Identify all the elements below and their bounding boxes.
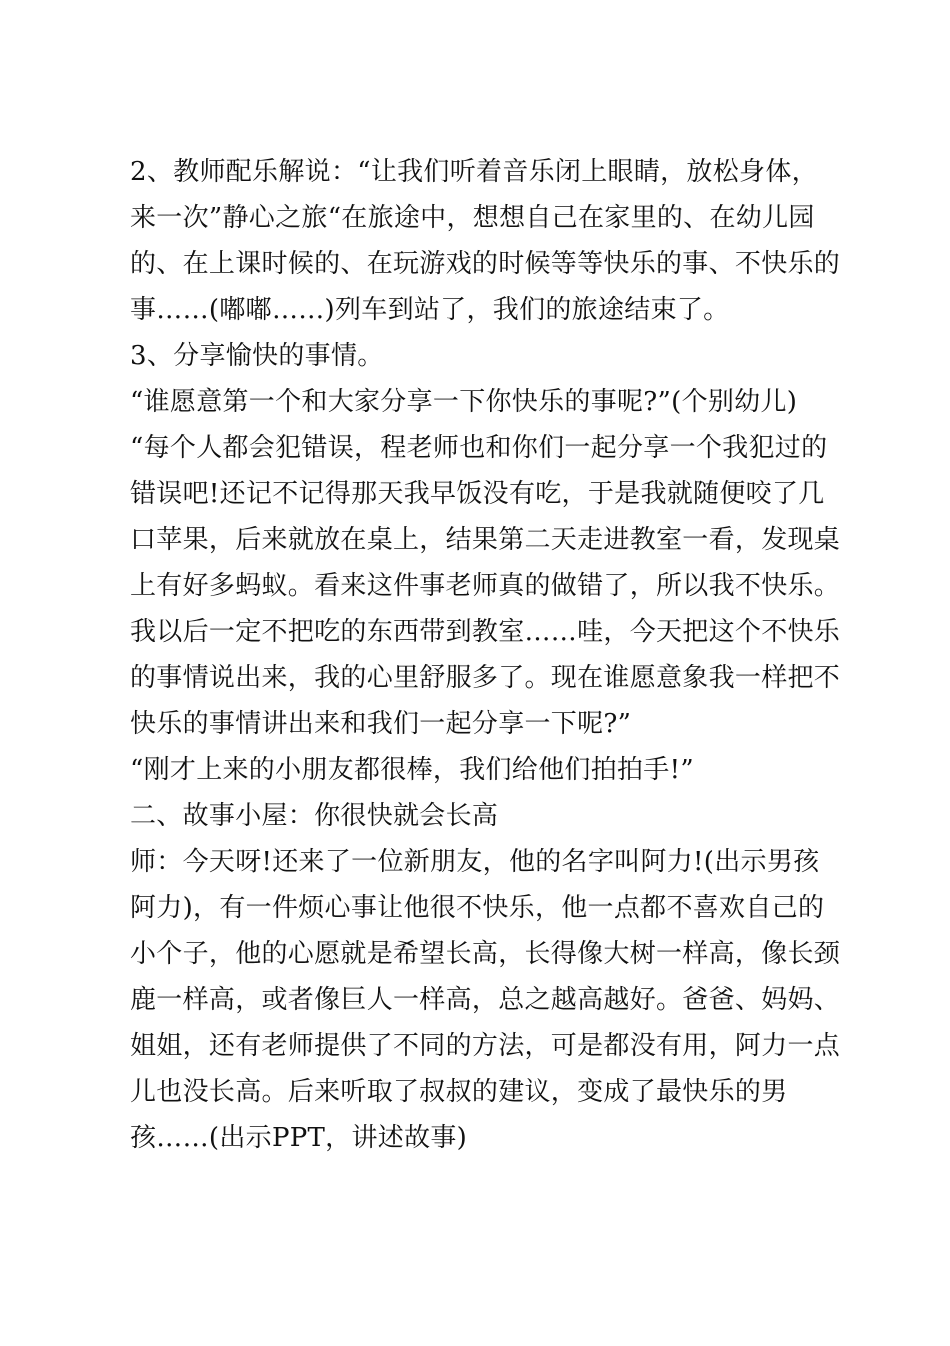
section-heading-3: 3、分享愉快的事情。: [130, 341, 384, 371]
paragraph-line-4: 事……(嘟嘟……)列车到站了，我们的旅途结束了。: [130, 295, 730, 325]
paragraph-line-7: “每个人都会犯错误，程老师也和你们一起分享一个我犯过的: [130, 433, 828, 463]
paragraph-line-17: 阿力)，有一件烦心事让他很不快乐，他一点都不喜欢自己的: [130, 893, 825, 923]
section-heading-story: 二、故事小屋：你很快就会长高: [130, 801, 499, 831]
paragraph-line-8: 错误吧!还记不记得那天我早饭没有吃，于是我就随便咬了几: [130, 479, 825, 509]
paragraph-line-11: 我以后一定不把吃的东西带到教室……哇，今天把这个不快乐: [130, 617, 841, 647]
paragraph-line-16: 师：今天呀!还来了一位新朋友，他的名字叫阿力!(出示男孩: [130, 847, 820, 877]
paragraph-line-13: 快乐的事情讲出来和我们一起分享一下呢?”: [130, 709, 632, 739]
paragraph-line-20: 姐姐，还有老师提供了不同的方法，可是都没有用，阿力一点: [130, 1031, 841, 1061]
paragraph-line-18: 小个子，他的心愿就是希望长高，长得像大树一样高，像长颈: [130, 939, 841, 969]
paragraph-line-1: 2、教师配乐解说：“让我们听着音乐闭上眼睛，放松身体，: [130, 157, 818, 187]
paragraph-line-10: 上有好多蚂蚁。看来这件事老师真的做错了，所以我不快乐。: [130, 571, 841, 601]
paragraph-line-6: “谁愿意第一个和大家分享一下你快乐的事呢?”(个别幼儿): [130, 387, 798, 417]
paragraph-line-19: 鹿一样高，或者像巨人一样高，总之越高越好。爸爸、妈妈、: [130, 985, 841, 1015]
paragraph-line-22: 孩……(出示PPT，讲述故事): [130, 1123, 468, 1153]
paragraph-line-14: “刚才上来的小朋友都很棒，我们给他们拍拍手!”: [130, 755, 694, 785]
paragraph-line-2: 来一次”静心之旅“在旅途中，想想自己在家里的、在幼儿园: [130, 203, 815, 233]
paragraph-line-3: 的、在上课时候的、在玩游戏的时候等等快乐的事、不快乐的: [130, 249, 841, 279]
paragraph-line-9: 口苹果，后来就放在桌上，结果第二天走进教室一看，发现桌: [130, 525, 841, 555]
paragraph-line-21: 儿也没长高。后来听取了叔叔的建议，变成了最快乐的男: [130, 1077, 788, 1107]
paragraph-line-12: 的事情说出来，我的心里舒服多了。现在谁愿意象我一样把不: [130, 663, 841, 693]
